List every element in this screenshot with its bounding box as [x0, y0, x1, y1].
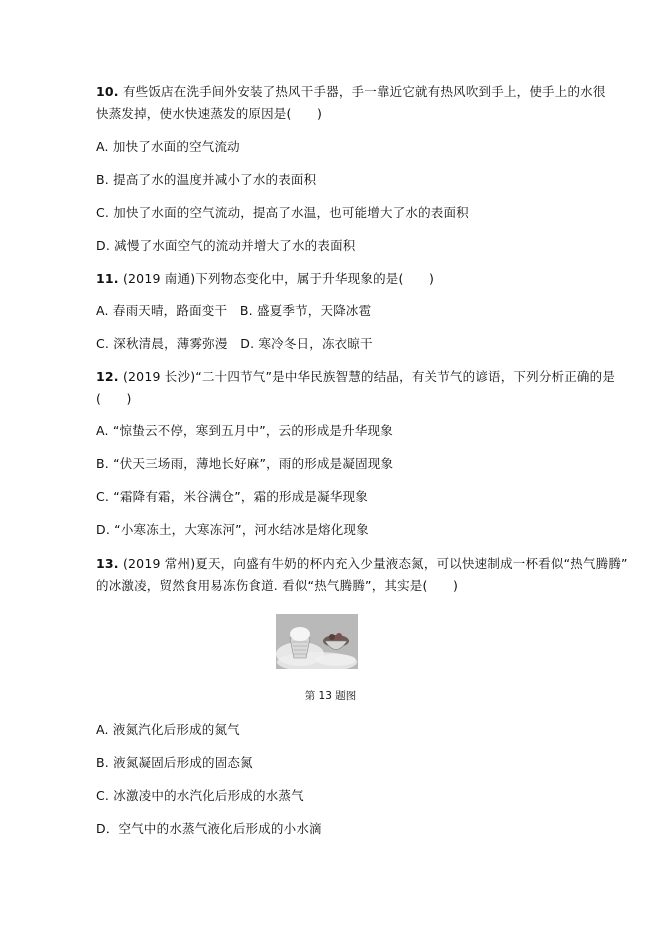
- q11-options-cd: C. 深秋清晨，薄雾弥漫 D. 寒冷冬日，冻衣晾干: [96, 336, 373, 351]
- q13-stem-line1: [96, 556, 628, 572]
- q12-stem-line1: [96, 369, 615, 385]
- q10-number: 10.: [96, 84, 119, 99]
- q12-option-c: C. “霜降有霜，米谷满仓”，霜的形成是凝华现象: [96, 489, 368, 504]
- q12-stem-text: (2019 长沙)“二十四节气”是中华民族智慧的结晶，有关节气的谚语，下列分析正确的是: [122, 369, 616, 384]
- q13-option-c: C. 冰激凌中的水汽化后形成的水蒸气: [96, 788, 304, 803]
- q10-stem-line2: 快蒸发掉，使水快速蒸发的原因是( ): [96, 106, 323, 121]
- q13-option-d: D．空气中的水蒸气液化后形成的小水滴: [96, 821, 322, 836]
- q10-option-d: D. 减慢了水面空气的流动并增大了水的表面积: [96, 238, 356, 253]
- ice-cream-illustration: [276, 614, 358, 669]
- q10-stem-text: 有些饭店在洗手间外安装了热风干手器，手一靠近它就有热风吹到手上，使手上的水很: [122, 84, 606, 99]
- q11-options-ab: A. 春雨天晴，路面变干 B. 盛夏季节，天降冰雹: [96, 303, 372, 318]
- q11-stem-text: (2019 南通)下列物态变化中，属于升华现象的是( ): [122, 271, 435, 286]
- q11-stem: [96, 271, 434, 287]
- q12-option-b: B. “伏天三场雨，薄地长好麻”，雨的形成是凝固现象: [96, 456, 394, 471]
- q10-option-c: C. 加快了水面的空气流动，提高了水温，也可能增大了水的表面积: [96, 205, 469, 220]
- q13-number: 13.: [96, 556, 119, 571]
- q10-option-a: A. 加快了水面的空气流动: [96, 139, 240, 154]
- q13-option-b: B. 液氮凝固后形成的固态氮: [96, 755, 253, 770]
- ice-cream-photo: [276, 614, 358, 669]
- q10-option-b: B. 提高了水的温度并减小了水的表面积: [96, 172, 317, 187]
- q12-option-a: A. “惊蛰云不停，寒到五月中”，云的形成是升华现象: [96, 423, 393, 438]
- q10-stem-line1: [96, 84, 606, 100]
- q13-stem-text: (2019 常州)夏天，向盛有牛奶的杯内充入少量液态氮，可以快速制成一杯看似“热气腾腾”: [122, 556, 628, 571]
- q13-option-a: A. 液氮汽化后形成的氮气: [96, 722, 240, 737]
- q11-number: 11.: [96, 271, 119, 286]
- q12-option-d: D. “小寒冻土，大寒冻河”，河水结冰是熔化现象: [96, 522, 369, 537]
- q12-number: 12.: [96, 369, 119, 384]
- q13-figure-caption: 第 13 题图: [304, 690, 357, 702]
- q12-stem-line2: ( ): [96, 391, 132, 406]
- q13-stem-line2: 的冰激凌，贸然食用易冻伤食道. 看似“热气腾腾”，其实是( ): [96, 578, 459, 593]
